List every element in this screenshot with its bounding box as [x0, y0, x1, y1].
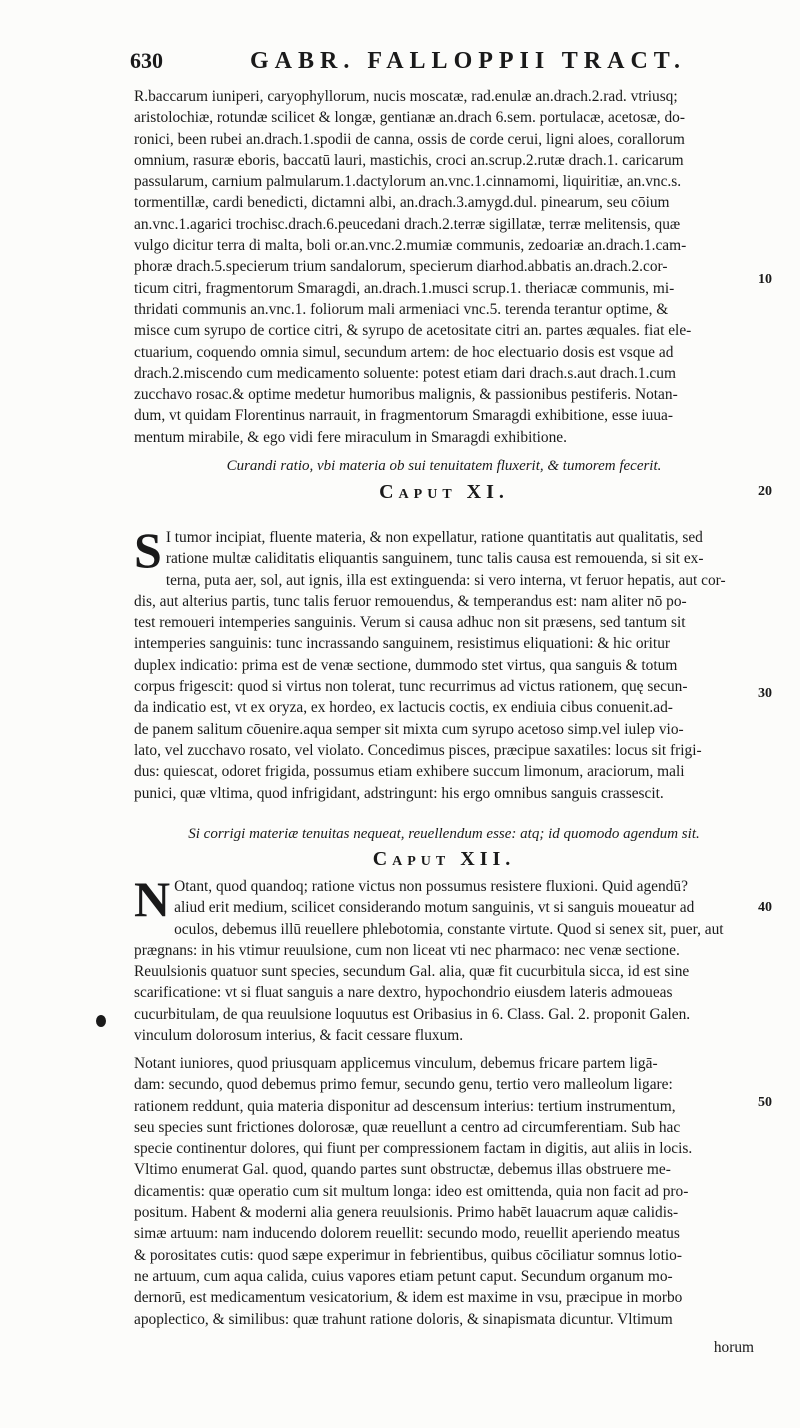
drop-cap: N: [134, 871, 171, 927]
text-line: ne artuum, cum aqua calida, cuius vapores etiam petunt caput. Secundum organum mo-: [134, 1267, 673, 1285]
chapter-xi-heading: Caput XI.: [379, 481, 509, 503]
text-line: dicamentis: quæ operatio cum sit multum longa: ideo est omittenda, quia non facit ad pro-: [134, 1182, 689, 1200]
text-line: thridati communis an.vnc.1. foliorum mali armeniaci vnc.5. terenda terantur optime, &: [134, 300, 669, 318]
text-line: ratione multæ caliditatis eliquantis sanguinem, tunc talis causa est remouenda, si sit ex-: [165, 550, 704, 568]
text-line: dam: secundo, quod debemus primo femur, secundo genu, tertio vero malleolum ligare:: [134, 1076, 673, 1094]
text-line: dum, vt quidam Florentinus narrauit, in fragmentorum Smaragdi exhibitione, esse iuua-: [134, 407, 673, 425]
text-line: tormentillæ, cardi benedicti, dictamni albi, an.drach.3.amygd.dul. pinearum, seu cōium: [134, 194, 670, 212]
text-line: lato, vel zucchavo rosato, vel violato. Concedimus pisces, præcipue saxatiles: locus sit frigi-: [134, 741, 702, 759]
page-header: [130, 48, 690, 82]
text-line: Reuulsionis quatuor sunt species, secundum Gal. alia, quæ fit cucurbitula sicca, id est sine: [134, 963, 690, 981]
text-line: corpus frigescit: quod si virtus non tolerat, tunc recurrimus ad victus rationem, quę secun-: [134, 678, 688, 696]
text-line: misce cum syrupo de cortice citri, & syrupo de acetositate citri an. partes æquales. fiat ele-: [134, 322, 692, 340]
text-line: & porositates cutis: quod sæpe experimur in febrientibus, quibus cōciliatur somnus lotio-: [134, 1246, 682, 1264]
text-line: Notant iuniores, quod priusquam applicemus vinculum, debemus fricare partem ligā-: [134, 1055, 658, 1072]
text-line: phoræ drach.5.specierum trium sandalorum, specierum diarhod.abbatis an.drach.2.cor-: [134, 258, 668, 276]
text-line: duplex indicatio: prima est de venæ sectione, dummodo stet virtus, qua sanguis & totum: [134, 656, 678, 674]
text-line: ticum citri, fragmentorum Smaragdi, an.drach.1.musci scrup.1. theriacæ communis, mi-: [134, 279, 675, 297]
text-line: seu species sunt frictiones dolorosæ, quæ reuellunt a centro ad circumferentiam. Sub hac: [134, 1118, 681, 1136]
chapter-xii-continuation: [134, 1053, 754, 1330]
chapter-xi-text: [134, 522, 754, 804]
text-line: I tumor incipiat, fluente materia, & non expellatur, ratione quantitatis aut qualitatis, sed: [165, 529, 703, 546]
text-line: R.baccarum iuniperi, caryophyllorum, nucis moscatæ, rad.enulæ an.drach.2.rad. vtriusq;: [134, 88, 678, 105]
text-line: positum. Habent & moderni alia genera reuulsionis. Primo habēt lauacrum aquæ calidis-: [134, 1204, 679, 1222]
text-line: de panem salitum cōuenire.aqua semper sit mixta cum syrupo acetoso simp.vel iulep vio-: [134, 720, 684, 738]
text-line: omnium, rasuræ eboris, baccatū lauri, mastichis, croci an.scrup.2.rutæ drach.1. caricarum: [134, 151, 684, 169]
text-line: Otant, quod quandoq; ratione victus non possumus resistere fluxioni. Quid agendū?: [174, 878, 688, 895]
line-number-20: 20: [758, 484, 772, 499]
line-number-30: 30: [758, 686, 772, 701]
text-line: vinculum dolorosum interius, & facit cessare fluxum.: [134, 1027, 464, 1045]
text-line: ctuarium, coquendo omnia simul, secundum artem: de hoc electuario dosis est vsque ad: [134, 343, 674, 361]
text-line: oculos, debemus illū reuellere phlebotomia, constante virtute. Quod si senex sit, puer, aut: [174, 920, 724, 938]
text-line: aristolochiæ, rotundæ scilicet & longæ, gentianæ an.drach 6.sem. portulacæ, acetosæ, do-: [134, 109, 685, 127]
text-line: drach.2.miscendo cum medicamento soluente: potest etiam dari drach.s.aut drach.1.cum: [134, 364, 676, 382]
running-head: GABR. FALLOPPII TRACT.: [250, 48, 687, 74]
text-line: dis, aut alterius partis, tunc talis feruor remouendus, & temperandus est: nam aliter nō po-: [134, 592, 687, 610]
text-line: specie continentur dolores, qui fiunt per compressionem factam in digitis, aut aliis in locis.: [134, 1140, 693, 1158]
text-line: apoplectico, & similibus: quæ trahunt ratione doloris, & sinapismata dicuntur. Vltimum: [134, 1310, 673, 1328]
chapter-xii-rubric: Si corrigi materiæ tenuitas nequeat, reuellendum esse: atq; id quomodo agendum sit.: [188, 826, 700, 842]
text-line: terna, puta aer, sol, aut ignis, illa est extinguenda: si vero interna, vt feruor hepatis, aut cor-: [165, 571, 726, 589]
text-line: dus: quiescat, odoret frigida, possumus etiam exhibere succum limonum, araciorum, mali: [134, 763, 685, 781]
ink-blot: [96, 1015, 106, 1027]
folio-number: 630: [130, 48, 163, 73]
text-line: da indicatio est, vt ex oryza, ex hordeo, ex lactucis coctis, ex endiuia cibus conuenit.ad-: [134, 699, 673, 717]
text-line: test remoueri intemperies sanguinis. Verum si causa adhuc non sit præsens, sed tantum sit: [134, 614, 686, 632]
text-line: an.vnc.1.agarici trochisc.drach.6.peucedani drach.2.terræ sigillatæ, terræ melitensis, quæ: [134, 215, 681, 233]
text-line: simæ artuum: nam inducendo dolorem reuellit: secundo modo, reuellit aperiendo meatus: [134, 1225, 680, 1243]
text-line: passularum, carnium palmularum.1.dactylorum an.vnc.1.cinnamomi, liquiritiæ, an.vnc.s.: [134, 173, 682, 191]
text-line: punici, quæ vltima, quod infrigidant, adstringunt: his ergo omnibus sanguis crassescit.: [134, 784, 664, 802]
line-number-10: 10: [758, 272, 772, 287]
line-number-50: 50: [758, 1095, 772, 1110]
chapter-xi-rubric: Curandi ratio, vbi materia ob sui tenuitatem fluxerit, & tumorem fecerit.: [226, 458, 662, 474]
text-line: ronici, been rubei an.drach.1.spodii de canna, ossis de corde cerui, ligni aloes, corallorum: [134, 130, 685, 148]
drop-cap: S: [134, 522, 162, 578]
text-line: zucchavo rosac.& optime medetur humoribus malignis, & passionibus pestiferis. Notan-: [134, 386, 678, 404]
text-line: scarificatione: vt si fluat sanguis a nare dextro, hypochondrio eiusdem lateris admoueas: [134, 984, 673, 1002]
chapter-xii-text: [134, 871, 754, 1046]
text-line: aliud erit medium, scilicet considerando motum sanguinis, vt si sanguis moueatur ad: [174, 899, 695, 917]
text-line: mentum mirabile, & ego vidi fere miraculum in Smaragdi exhibitione.: [134, 428, 567, 446]
text-line: rationem reddunt, quia materia disponitur ad descensum interius: tertium instrumentum,: [134, 1097, 676, 1115]
text-line: Vltimo enumerat Gal. quod, quando partes sunt obstructæ, debemus illas obstruere me-: [134, 1161, 671, 1179]
line-number-40: 40: [758, 900, 772, 915]
text-line: dernorū, est medicamentum vesicatorium, & idem est maxime in vsu, præcipue in morbo: [134, 1289, 683, 1307]
catchword: horum: [713, 1339, 754, 1356]
text-line: intemperies sanguinis: tunc incrassando sanguinem, resistimus eliquationi: & hic oritur: [134, 635, 671, 653]
text-line: prægnans: in his vtimur reuulsione, cum non liceat vti nec pharmaco: nec venæ sectione.: [134, 941, 680, 959]
text-line: cucurbitulam, de qua reuulsione loquutus est Oribasius in 6. Class. Gal. 2. proponit Galen.: [134, 1005, 691, 1023]
chapter-xii-heading: Caput XII.: [372, 848, 516, 870]
recipe-paragraph: [134, 86, 754, 448]
text-line: vulgo dicitur terra di malta, boli or.an.vnc.2.mumiæ communis, zedoariæ an.drach.1.cam-: [134, 237, 687, 255]
